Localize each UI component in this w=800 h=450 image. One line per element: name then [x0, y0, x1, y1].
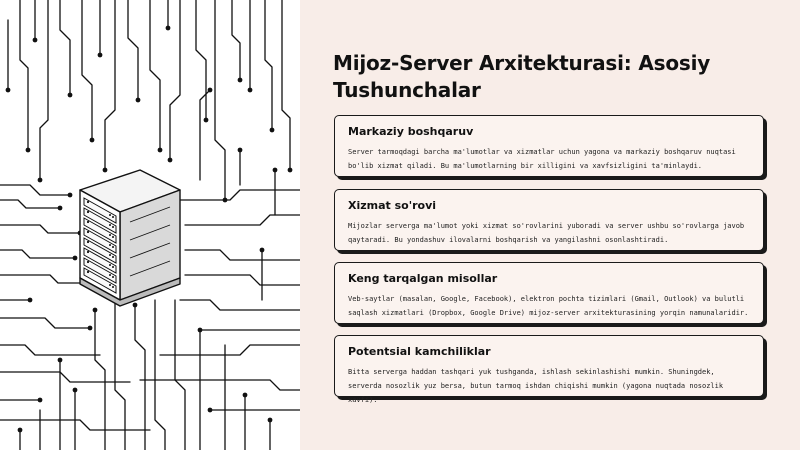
info-card-central-management: [334, 115, 764, 177]
card-title: Keng tarqalgan misollar: [348, 272, 498, 285]
card-text: Mijozlar serverga ma'lumot yoki xizmat so'rovlarini yuboradi va server ushbu so'rovlarga javob qaytaradi. Bu yondashuv ilovalarni boshqarish va yangilashni osonlashtiradi.: [348, 222, 745, 244]
card-text: Veb-saytlar (masalan, Google, Facebook), elektron pochta tizimlari (Gmail, Outlook) va bulutli saqlash xizmatlari (Dropbox, Google Drive) mijoz-server arxitekturasining yorqin namunalaridir.: [348, 295, 749, 317]
server-rack-circuit-illustration: [0, 0, 300, 450]
info-card-service-request: [334, 189, 764, 251]
card-title: Xizmat so'rovi: [348, 199, 437, 212]
content-panel: [300, 0, 800, 450]
card-title: Potentsial kamchiliklar: [348, 345, 491, 358]
illustration-panel: [0, 0, 300, 450]
slide-title: Mijoz-Server Arxitekturasi: Asosiy Tushunchalar: [333, 51, 711, 102]
card-text: Server tarmoqdagi barcha ma'lumotlar va xizmatlar uchun yagona va markaziy boshqaruv nuqtasi bo'lib xizmat qiladi. Bu ma'lumotlarning bir xilligini va xavfsizligini ta'minlaydi.: [348, 148, 736, 170]
info-card-potential-drawbacks: [334, 335, 764, 404]
card-text: Bitta serverga haddan tashqari yuk tushganda, ishlash sekinlashishi mumkin. Shuningdek, serverda nosozlik yuz bersa, butun tarmoq ishdan chiqishi mumkin (yagona nuqtada nosozlik xavfi).: [348, 368, 724, 404]
card-title: Markaziy boshqaruv: [348, 125, 474, 138]
info-card-common-examples: [334, 262, 764, 324]
